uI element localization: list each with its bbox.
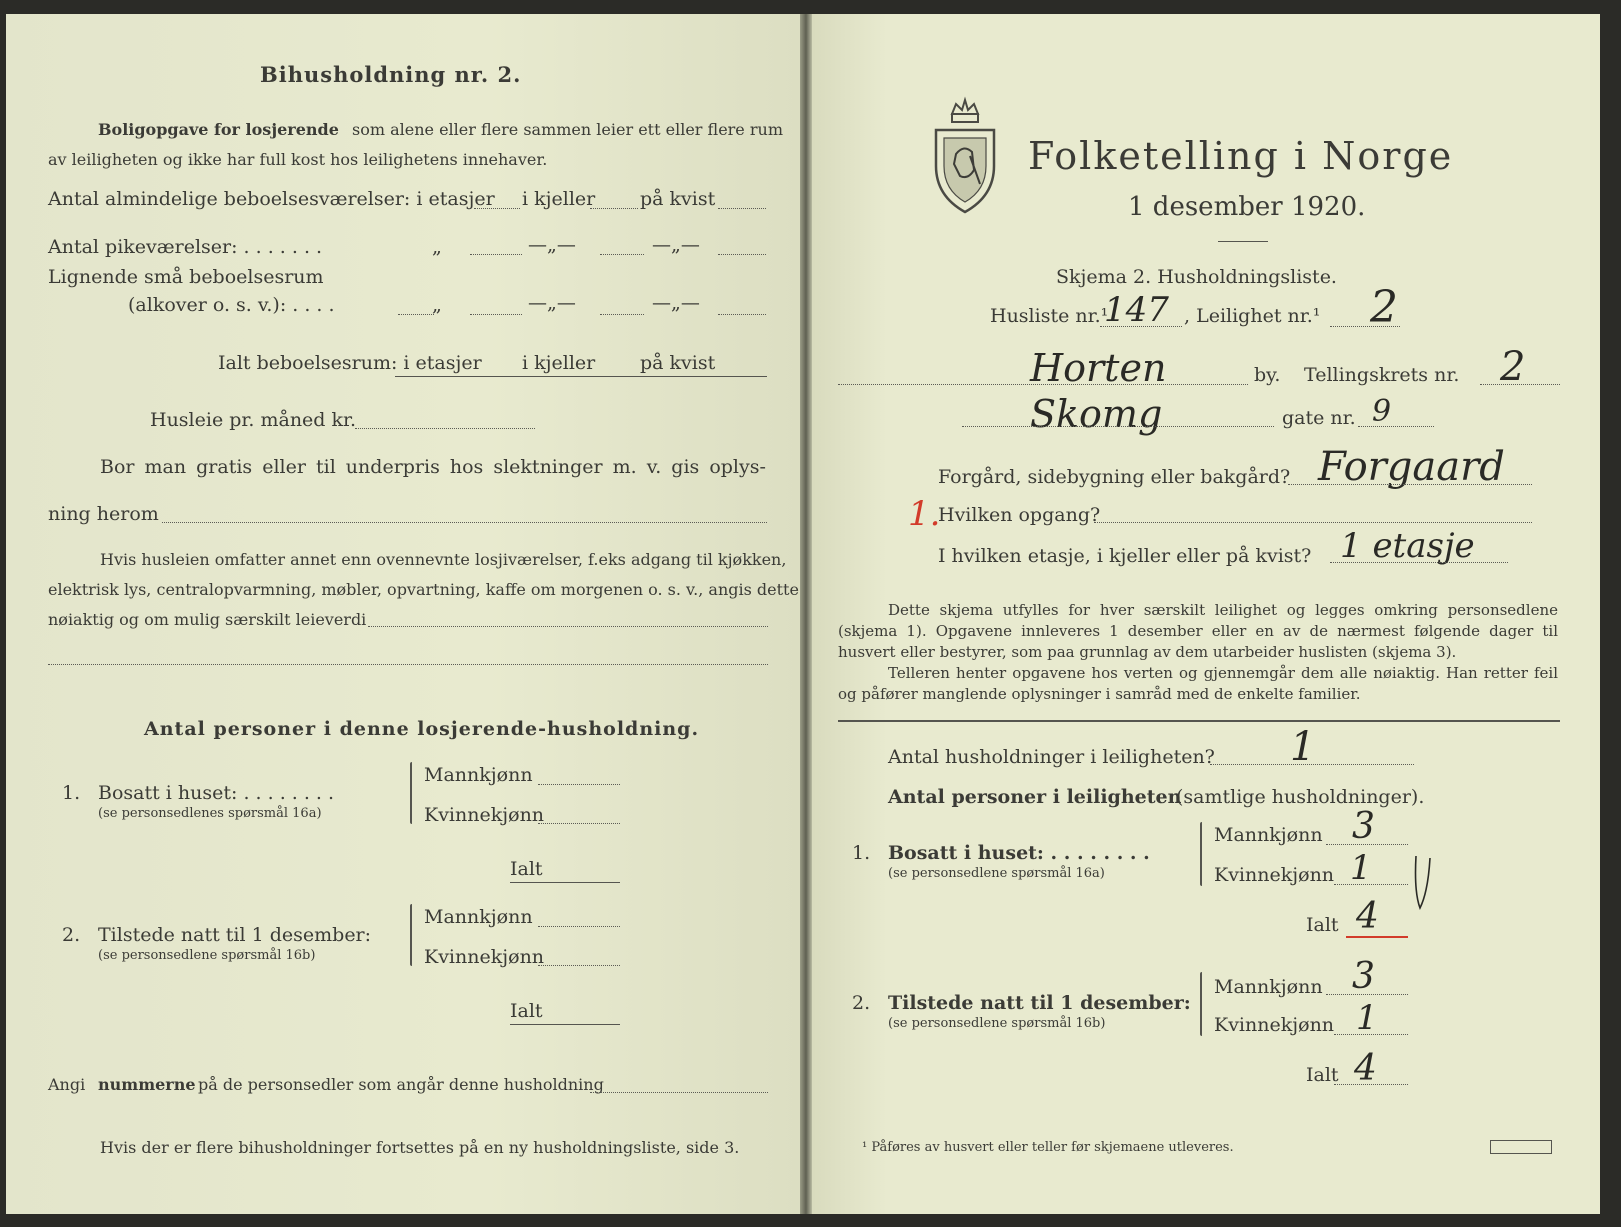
note-answer-line-1[interactable] [368,626,768,627]
r-q2-mann: Mannkjønn [1214,976,1323,998]
l-q1-mann: Mannkjønn [424,764,533,786]
left-footer: Hvis der er flere bihusholdninger fortsettes på en ny husholdningsliste, side 3. [100,1138,740,1157]
instructions-2: Telleren henter opgavene hos verten og gjennemgår dem alle nøiaktig. Han retter feil og påfører manglende oplysninger i samråd med de enkelte familier. [838,664,1558,703]
small-line-1[interactable] [470,314,522,315]
r-q2-kvinne: Kvinnekjønn [1214,1014,1335,1036]
free-line-2: ning herom [48,503,159,525]
l-q2-kvinne: Kvinnekjønn [424,946,545,968]
l-q2-mann: Mannkjønn [424,906,533,928]
l-q2-label: Tilstede natt til 1 desember: [98,924,372,946]
town-value[interactable]: Horten [1030,346,1167,390]
right-date: 1 desember 1920. [1128,192,1366,222]
persons-rest: (samtlige husholdninger). [1176,786,1425,808]
l-q1-num: 1. [62,782,81,804]
instructions-1: Dette skjema utfylles for hver særskilt leilighet og legges omkring personsedlene (skjema 1). Opgavene innleveres 1 desember eller en av de nærmest følgende dager til husvert eller bestyrer, som paa grunnlag av dem utarbeider huslisten (skjema 3). [838,601,1558,661]
husliste-line [1100,326,1182,327]
r-q2-mann-value[interactable]: 3 [1352,956,1375,997]
total-kvist: på kvist [640,352,716,374]
r-q1-num: 1. [852,842,871,864]
book-spine [800,14,812,1214]
households-line [1210,764,1414,765]
by-label: by. [1254,364,1281,386]
r-q1-sub: (se personsedlene spørsmål 16a) [888,866,1105,881]
angi-a: Angi [48,1075,86,1094]
households-label: Antal husholdninger i leiligheten? [888,746,1215,768]
etasje-label: I hvilken etasje, i kjeller eller på kvist? [938,545,1312,567]
leilighet-value[interactable]: 2 [1370,282,1398,333]
r-q2-kvinne-value[interactable]: 1 [1356,998,1378,1038]
coat-of-arms-icon [930,96,1000,216]
husliste-value[interactable]: 147 [1104,290,1169,330]
l-q1-sub: (se personsedlenes spørsmål 16a) [98,806,322,821]
small-ditto-1: „ [432,294,442,316]
angi-c: på de personsedler som angår denne husholdning [198,1075,604,1094]
r-q2-label: Tilstede natt til 1 desember: [888,992,1191,1014]
pike-ditto-3: —„— [652,234,700,256]
l-q2-num: 2. [62,924,81,946]
pike-ditto-1: „ [432,236,442,258]
etasje-value[interactable]: 1 etasje [1340,526,1475,566]
street-value[interactable]: Skomg [1030,392,1163,436]
small-line-2[interactable] [600,314,644,315]
right-title: Folketelling i Norge [1028,134,1454,178]
krets-line [1480,384,1560,385]
l-q2-ialt-line[interactable] [510,1024,620,1025]
gate-line [1358,426,1434,427]
leilighet-line [1330,326,1400,327]
rooms-kjeller: i kjeller [522,188,596,210]
households-value[interactable]: 1 [1290,724,1316,770]
note-line-2: elektrisk lys, centralopvarmning, møbler, opvartning, kaffe om morgenen o. s. v., angis dette [48,580,799,599]
opgang-label: Hvilken opgang? [938,504,1101,526]
intro-rest: som alene eller flere sammen leier ett eller flere rum [352,120,783,139]
gate-label: gate nr. [1282,407,1356,429]
rooms-etasjer-line[interactable] [474,208,520,209]
r-q1-label: Bosatt i huset: . . . . . . . . [888,842,1150,864]
pike-line-2[interactable] [600,254,644,255]
leilighet-label: , Leilighet nr.¹ [1184,305,1321,327]
left-title: Bihusholdning nr. 2. [260,62,522,87]
etasje-line [1330,562,1508,563]
rent-line[interactable] [355,428,535,429]
r-q1-mann: Mannkjønn [1214,824,1323,846]
street-line [962,426,1274,427]
l-q2-sub: (se personsedlene spørsmål 16b) [98,948,316,963]
pike-ditto-2: —„— [528,234,576,256]
l-q2-mann-line[interactable] [538,926,620,927]
intro-bold: Boligopgave for losjerende [98,120,339,139]
forgard-value[interactable]: Forgaard [1318,444,1505,490]
small-line-0[interactable] [398,314,434,315]
rooms-kjeller-line[interactable] [590,208,638,209]
r-q1-ialt-redline [1346,936,1408,938]
intro-line2: av leiligheten og ikke har full kost hos leilighetens innehaver. [48,150,548,169]
l-q1-label: Bosatt i huset: . . . . . . . . [98,782,335,804]
note-answer-line-2[interactable] [48,664,768,665]
l-q1-kvinne: Kvinnekjønn [424,804,545,826]
krets-value[interactable]: 2 [1500,344,1526,390]
r-q1-ialt-value[interactable]: 4 [1356,896,1379,937]
check-mark-icon [1412,852,1434,912]
persons-bold: Antal personer i leiligheten [888,786,1182,808]
r-q1-kvinne-line [1334,884,1408,885]
schema-label: Skjema 2. Husholdningsliste. [1056,266,1337,288]
total-underline [395,376,767,377]
small-rooms-label-2: (alkover o. s. v.): . . . . [128,294,335,316]
opgang-mark: 1. [908,494,941,534]
pike-line-3[interactable] [718,254,766,255]
rooms-kvist: på kvist [640,188,716,210]
r-q1-ialt: Ialt [1306,914,1339,936]
opgang-line[interactable] [1094,522,1532,523]
r-q2-sub: (se personsedlene spørsmål 16b) [888,1016,1106,1031]
rent-label: Husleie pr. måned kr. [150,409,357,431]
l-q1-ialt: Ialt [510,858,543,880]
total-kjeller: i kjeller [522,352,596,374]
l-q1-ialt-line[interactable] [510,882,620,883]
free-line-1: Bor man gratis eller til underpris hos slektninger m. v. gis oplys- [100,456,766,478]
total-label: Ialt beboelsesrum: i etasjer [218,352,482,374]
l-q2-brace [410,904,412,966]
r-q2-ialt-line [1334,1084,1408,1085]
rooms-kvist-line[interactable] [718,208,766,209]
r-q2-num: 2. [852,992,871,1014]
pike-label: Antal pikeværelser: . . . . . . . [48,236,323,258]
small-ditto-3: —„— [652,292,700,314]
gate-value[interactable]: 9 [1372,394,1392,429]
forgard-label: Forgård, sidebygning eller bakgård? [938,466,1291,488]
title-divider [1218,241,1268,242]
footnote: ¹ Påføres av husvert eller teller før skjemaene utleveres. [862,1140,1234,1155]
krets-label: Tellingskrets nr. [1304,364,1460,386]
r-q1-kvinne: Kvinnekjønn [1214,864,1335,886]
r-q2-kvinne-line [1334,1034,1408,1035]
l-q1-brace [410,762,412,824]
forgard-line [1288,484,1532,485]
printer-stamp [1490,1140,1552,1154]
note-line-1: Hvis husleien omfatter annet enn ovennevnte losjiværelser, f.eks adgang til kjøkken, [100,550,787,569]
town-line [838,384,1248,385]
note-line-3: nøiaktig og om mulig særskilt leieverdi [48,610,367,629]
r-q1-brace [1200,822,1202,886]
l-q2-kvinne-line[interactable] [538,965,620,966]
angi-line[interactable] [590,1092,768,1093]
pike-line-1[interactable] [470,254,522,255]
r-q2-ialt: Ialt [1306,1064,1339,1086]
r-q2-ialt-value[interactable]: 4 [1354,1048,1377,1089]
small-rooms-label-1: Lignende små beboelsesrum [48,266,324,288]
r-q1-mann-line [1326,844,1408,845]
r-q2-brace [1200,972,1202,1036]
r-q2-mann-line [1326,994,1408,995]
small-ditto-2: —„— [528,292,576,314]
l-q1-mann-line[interactable] [538,784,620,785]
free-answer-line[interactable] [162,522,767,523]
r-q1-mann-value[interactable]: 3 [1352,806,1375,847]
small-line-3[interactable] [718,314,766,315]
instructions-divider [838,720,1560,722]
r-q1-kvinne-value[interactable]: 1 [1350,848,1372,888]
l-q1-kvinne-line[interactable] [538,823,620,824]
rooms-label: Antal almindelige beboelsesværelser: i etasjer [48,188,495,210]
angi-b: nummerne [98,1075,196,1094]
l-q2-ialt: Ialt [510,1000,543,1022]
husliste-label: Husliste nr.¹ [990,305,1109,327]
persons-heading: Antal personer i denne losjerende-husholdning. [144,718,700,740]
